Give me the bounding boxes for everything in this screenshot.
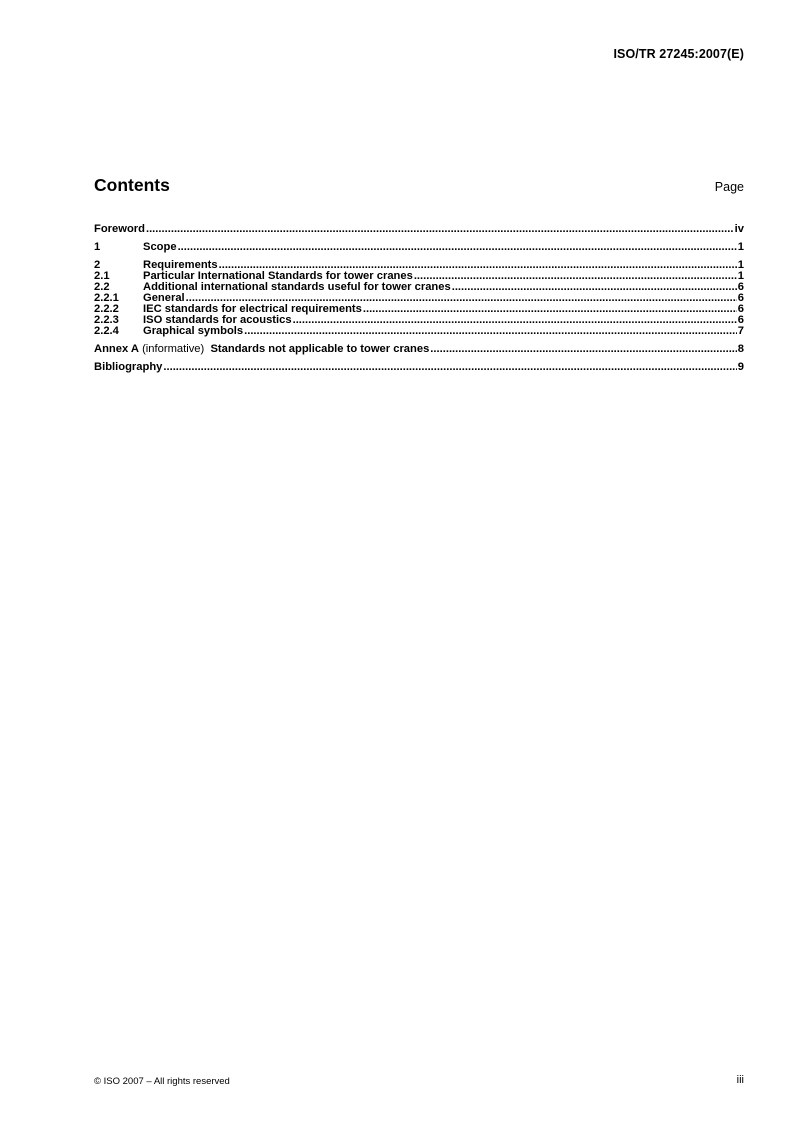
toc-entry-number: 2.2.4: [94, 325, 119, 337]
toc-leader-dots: [163, 361, 736, 374]
toc-entry-number: 2.2: [94, 281, 110, 293]
page-number: iii: [736, 1074, 744, 1086]
toc-entry-number: 2.1: [94, 270, 110, 282]
document-id: ISO/TR 27245:2007(E): [613, 47, 744, 61]
annex-title: Standards not applicable to tower cranes: [207, 343, 430, 355]
toc-entry-page: 8: [737, 343, 744, 355]
toc-entry-bibliography[interactable]: [94, 361, 744, 372]
toc-entry-2-2-2[interactable]: [94, 303, 744, 314]
toc-leader-dots: [146, 223, 734, 236]
toc-entry-page: 6: [737, 292, 744, 304]
toc-entry-page: 9: [737, 361, 744, 373]
toc-entry-2-2-1[interactable]: [94, 292, 744, 303]
toc-entry-requirements[interactable]: [94, 259, 744, 270]
toc-entry-2-1[interactable]: [94, 270, 744, 281]
contents-heading: Contents: [94, 175, 170, 195]
toc-entry-number: 2.2.3: [94, 314, 119, 326]
toc-leader-dots: [430, 343, 736, 356]
toc-entry-page: 1: [737, 241, 744, 253]
toc-entry-2-2-3[interactable]: [94, 314, 744, 325]
toc-entry-title: Particular International Standards for tower cranes: [143, 270, 413, 282]
toc-entry-page: 6: [737, 314, 744, 326]
page-column-label: Page: [714, 180, 744, 194]
toc-entry-page: 6: [737, 281, 744, 293]
toc-entry-title: ISO standards for acoustics: [143, 314, 292, 326]
toc-entry-number: 1: [94, 241, 101, 253]
table-of-contents: [94, 223, 744, 372]
toc-entry-title: Graphical symbols: [143, 325, 244, 337]
toc-entry-2-2-4[interactable]: [94, 325, 744, 336]
toc-entry-foreword[interactable]: [94, 223, 744, 234]
toc-entry-title: Requirements: [143, 259, 218, 271]
toc-entry-page: 7: [737, 325, 744, 337]
toc-leader-dots: [244, 325, 737, 338]
toc-entry-page: 1: [737, 259, 744, 271]
toc-entry-page: 6: [737, 303, 744, 315]
annex-informative-note: (informative): [138, 343, 208, 355]
toc-entry-page: iv: [734, 223, 744, 235]
toc-entry-title: IEC standards for electrical requirements: [143, 303, 362, 315]
toc-entry-number: 2.2.2: [94, 303, 119, 315]
annex-label: Annex A: [94, 343, 139, 355]
copyright-notice: © ISO 2007 – All rights reserved: [94, 1076, 230, 1087]
toc-leader-dots: [178, 241, 737, 254]
toc-entry-title: [94, 343, 429, 356]
toc-entry-scope[interactable]: [94, 241, 744, 252]
toc-entry-title: Scope: [143, 241, 177, 253]
toc-entry-title: General: [143, 292, 185, 304]
toc-entry-annex-a[interactable]: [94, 343, 744, 354]
toc-entry-2-2[interactable]: [94, 281, 744, 292]
toc-entry-title: Additional international standards useful for tower cranes: [143, 281, 451, 293]
toc-entry-title: Foreword: [94, 223, 145, 235]
toc-entry-title: Bibliography: [94, 361, 163, 373]
toc-entry-page: 1: [737, 270, 744, 282]
toc-entry-number: 2.2.1: [94, 292, 119, 304]
toc-entry-number: 2: [94, 259, 101, 271]
